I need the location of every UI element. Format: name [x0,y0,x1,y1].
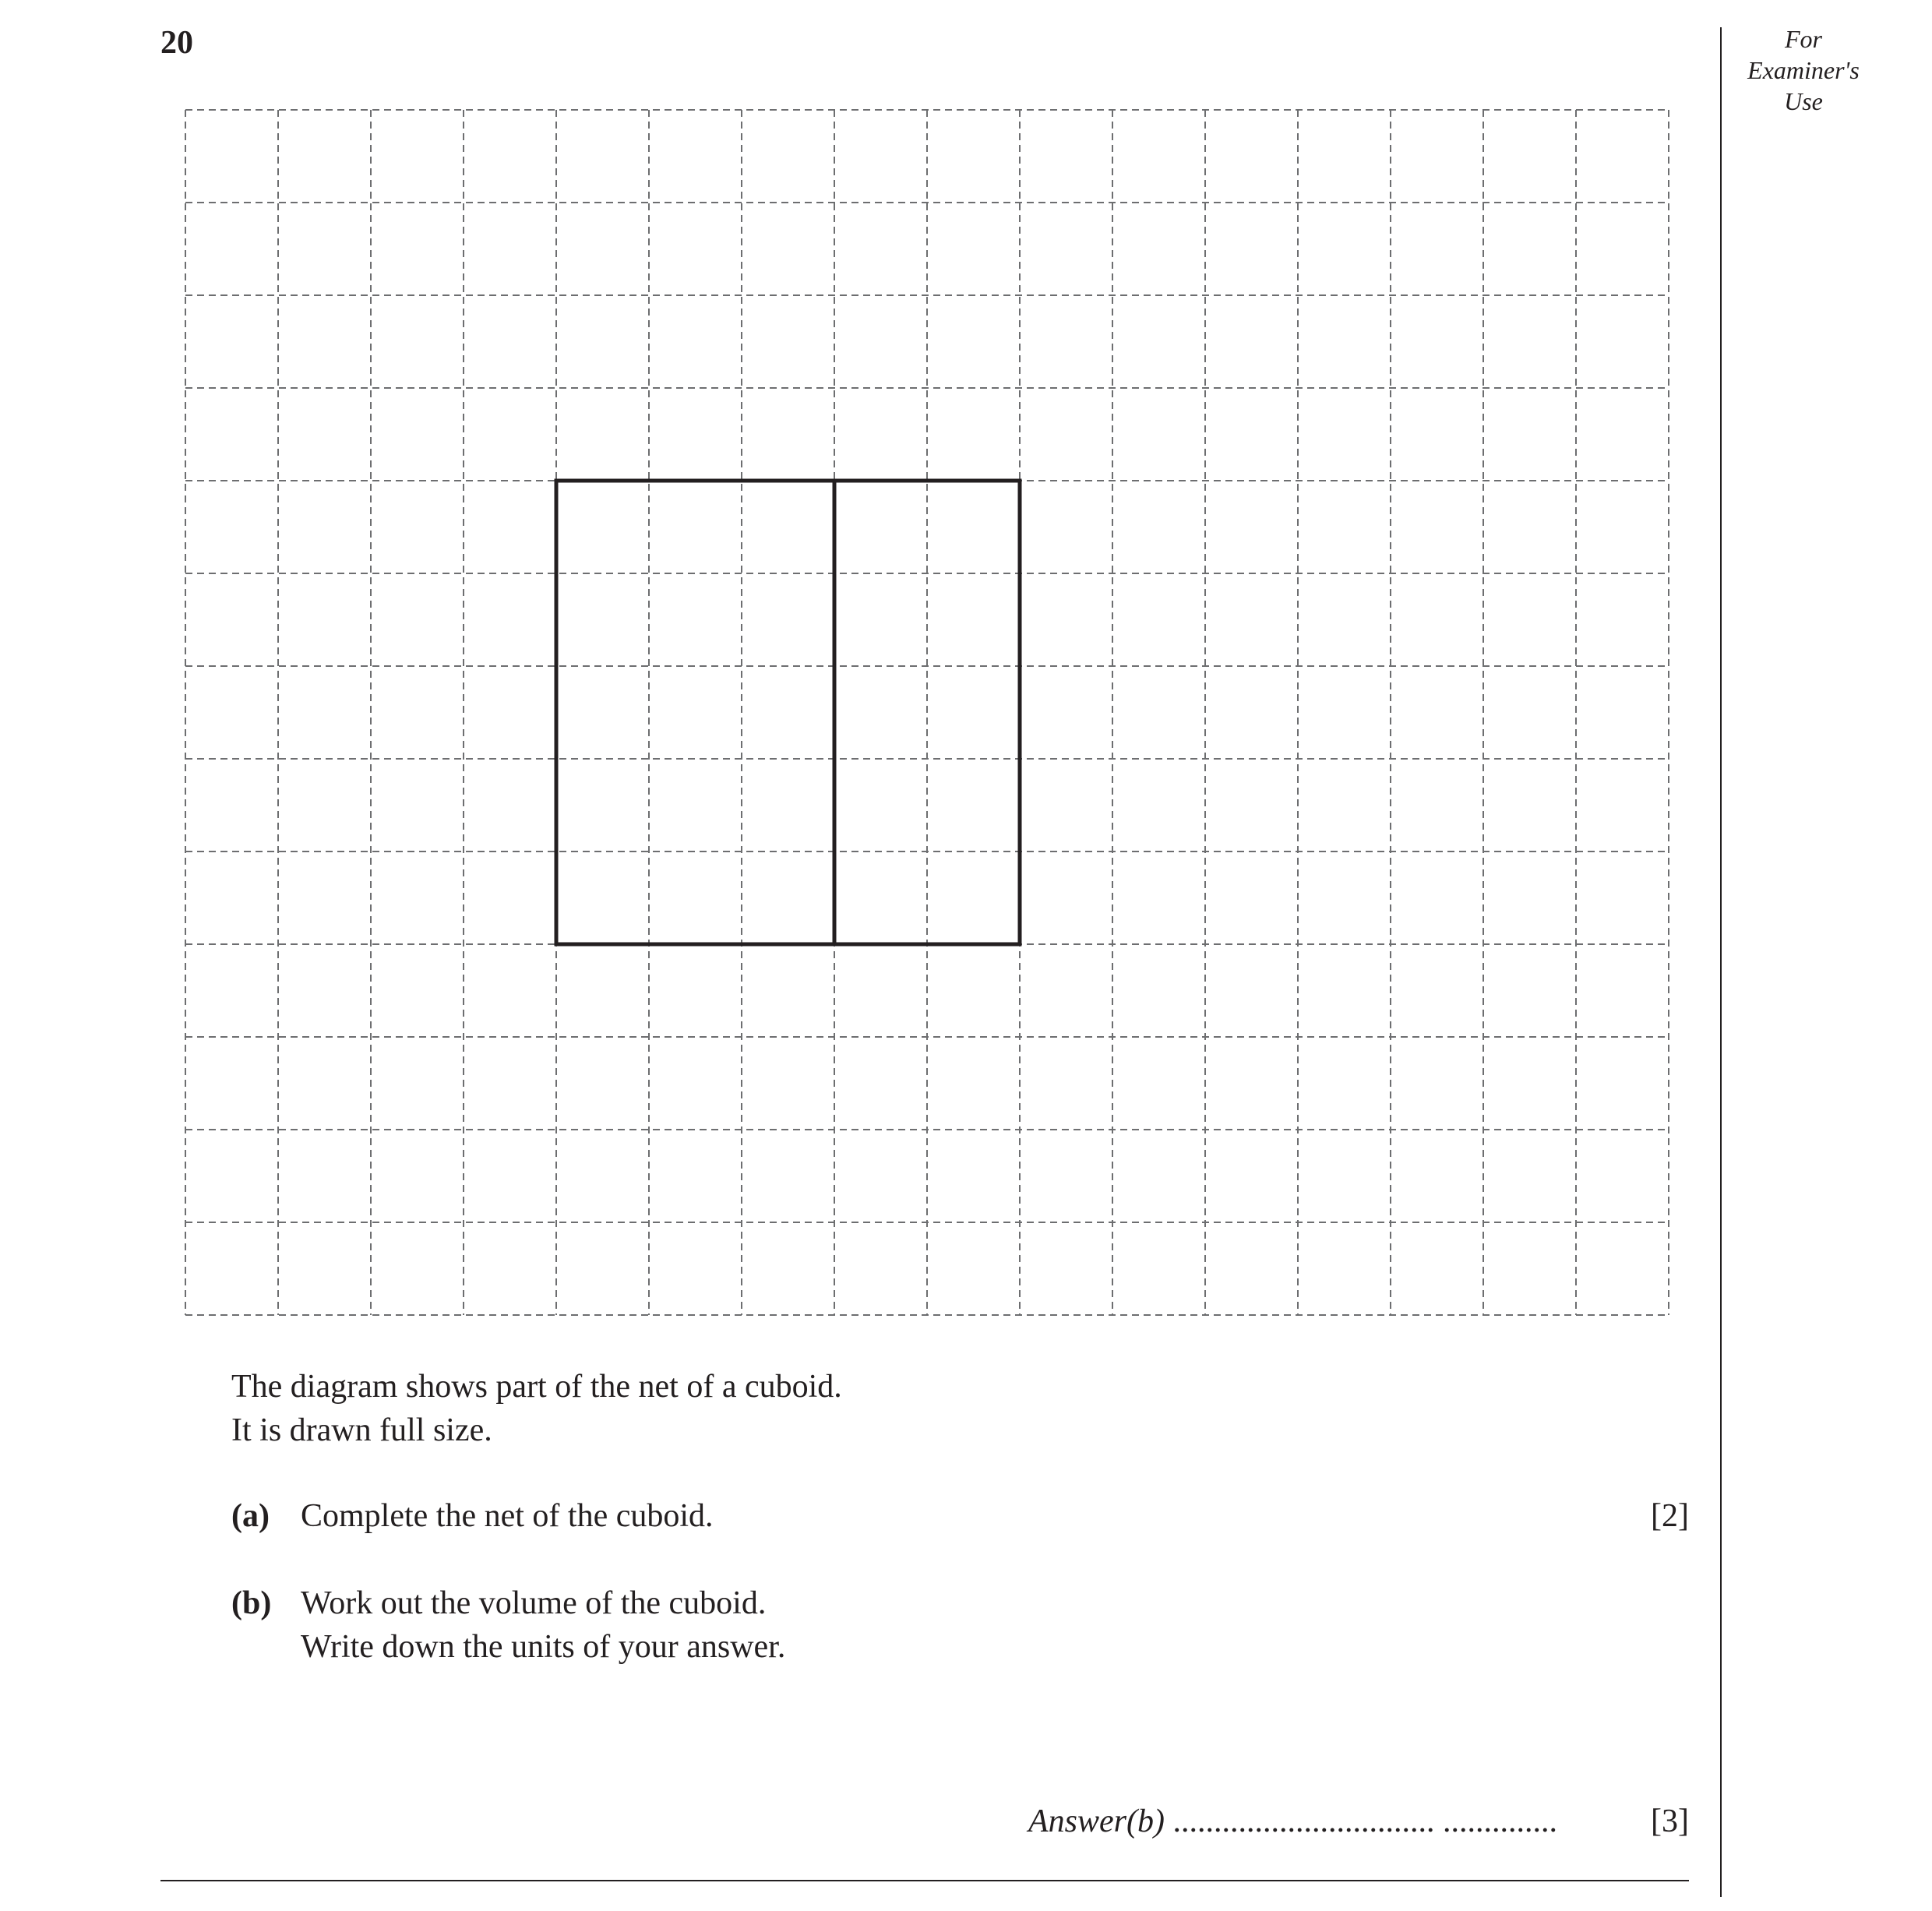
part-a-line: Complete the net of the cuboid. [301,1498,714,1534]
question-intro [231,1365,842,1452]
answer-b-dots[interactable]: ................................ .............. [1172,1803,1557,1839]
bottom-rule [160,1880,1689,1881]
part-b-text [301,1581,785,1669]
intro-line-1: The diagram shows part of the net of a cuboid. [231,1369,842,1405]
question-number: 20 [160,25,193,61]
part-a-marks: [2] [1651,1498,1689,1534]
examiner-label-line-1: For [1785,25,1822,53]
net-face-left [556,481,834,944]
intro-line-2: It is drawn full size. [231,1412,492,1448]
part-b-line-2: Write down the units of your answer. [301,1629,786,1665]
dashed-grid [185,110,1669,1315]
examiner-label-line-3: Use [1784,87,1823,115]
part-b-label: (b) [231,1585,272,1621]
examiner-label-line-2: Examiner's [1747,56,1860,84]
part-b-line-1: Work out the volume of the cuboid. [301,1585,767,1621]
cuboid-net [556,481,1020,944]
part-b-marks: [3] [1651,1803,1689,1839]
part-a-label: (a) [231,1498,270,1534]
answer-b-label: Answer(b) [1028,1803,1165,1839]
answer-b-line[interactable] [1028,1800,1689,1843]
part-a-text [301,1494,714,1538]
